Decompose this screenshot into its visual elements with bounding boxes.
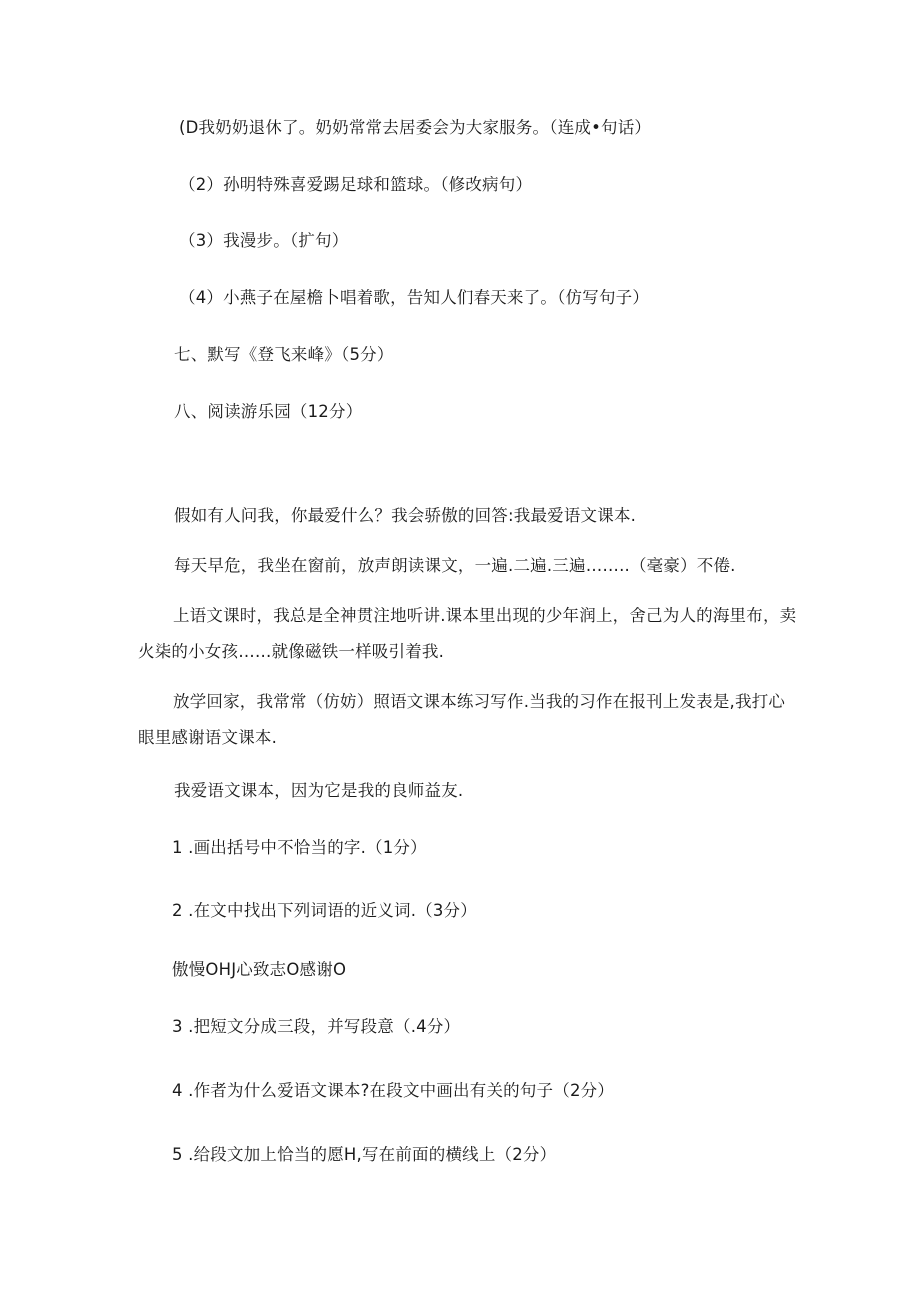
- section-8-heading: 八、阅读游乐园（12分）: [174, 402, 363, 421]
- task-1: 1 .画出括号中不恰当的字.（1分）: [172, 838, 427, 857]
- passage-paragraph-2: 每天早危，我坐在窗前，放声朗读课文，一遍.二遍.三遍……..（毫豪）不倦.: [174, 556, 736, 575]
- task-5: 5 .给段文加上恰当的愿H,写在前面的横线上（2分）: [172, 1145, 557, 1164]
- passage-paragraph-3: 上语文课时，我总是全神贯注地听讲.课本里出现的少年润上，舍己为人的海里布，卖火柒的小女孩……就像磁铁一样吸引着我.: [138, 606, 797, 661]
- task-3: 3 .把短文分成三段，并写段意（.4分）: [172, 1017, 461, 1036]
- question-6-4: （4）小燕子在屋檐卜唱着歌，告知人们春天来了。（仿写句子）: [179, 288, 650, 307]
- question-6-2: （2）孙明特殊喜爱踢足球和篮球。（修改病句）: [179, 175, 533, 194]
- question-6-1: (D我奶奶退休了。奶奶常常去居委会为大家服务。（连成•句话）: [179, 118, 652, 137]
- task-2-words: 傲慢OHJ心致志O感谢O: [172, 960, 347, 979]
- passage-paragraph-4: 放学回家，我常常（仿妨）照语文课本练习写作.当我的习作在报刊上发表是,我打心眼里感谢语文课本.: [138, 692, 786, 747]
- question-6-3: （3）我漫步。（扩句）: [179, 231, 349, 250]
- task-4: 4 .作者为什么爱语文课本?在段文中画出有关的句子（2分）: [172, 1081, 615, 1100]
- task-2: 2 .在文中找出下列词语的近义词.（3分）: [172, 901, 477, 920]
- section-7-heading: 七、默写《登飞来峰》（5分）: [174, 345, 394, 364]
- passage-paragraph-5: 我爱语文课本，因为它是我的良师益友.: [174, 781, 464, 800]
- passage-paragraph-1: 假如有人问我，你最爱什么？我会骄傲的回答:我最爱语文课本.: [174, 506, 637, 525]
